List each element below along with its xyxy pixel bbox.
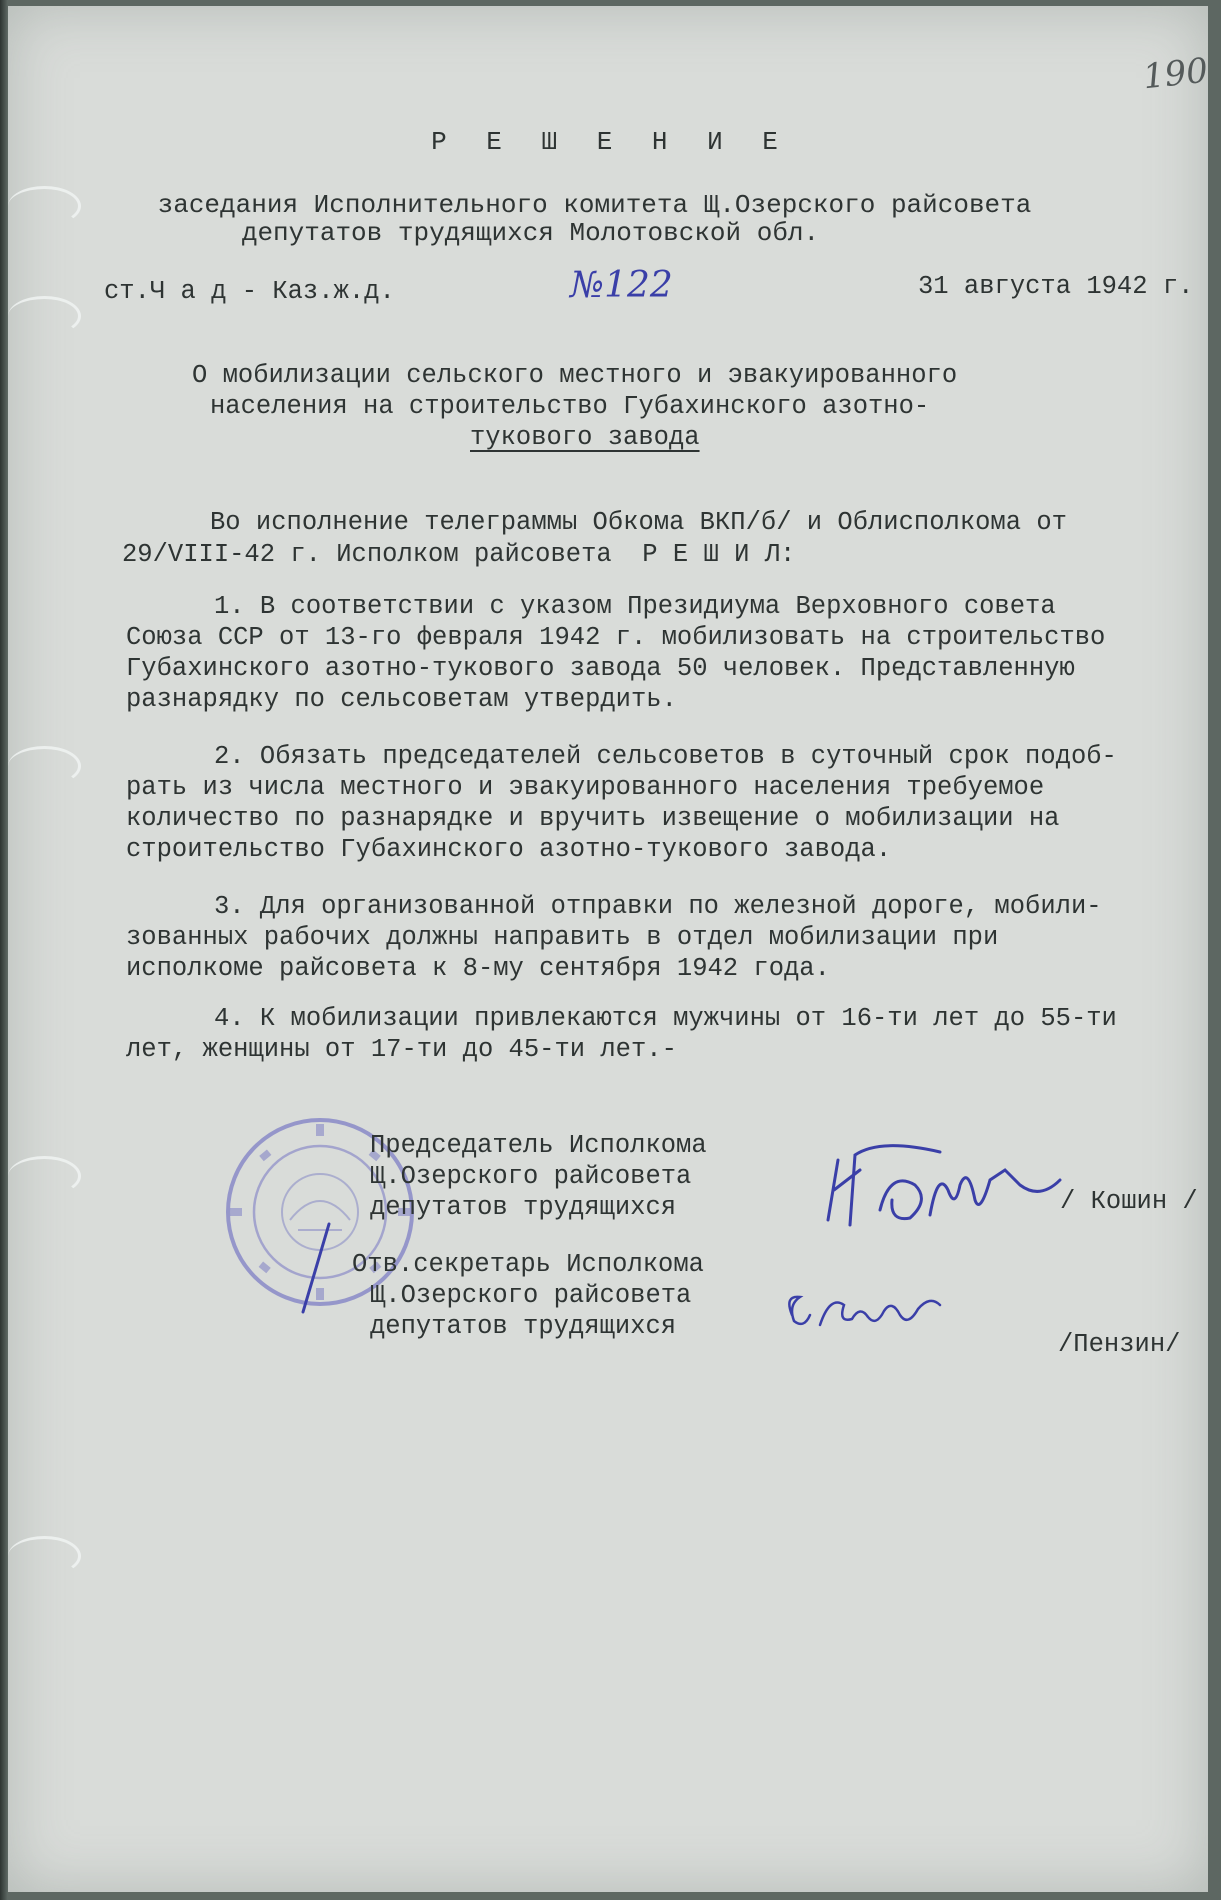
item-1-line-2: Союза ССР от 13-го февраля 1942 г. мобилизовать на строительство — [126, 623, 1106, 652]
subject-line-1: О мобилизации сельского местного и эвакуированного — [192, 361, 958, 390]
binding-thread — [8, 1536, 81, 1576]
decision-date: 31 августа 1942 г. — [918, 272, 1194, 301]
chair-title-line-1: Председатель Исполкома — [370, 1131, 707, 1160]
pen-stroke — [295, 1220, 335, 1325]
document-title: Р Е Ш Е Н И Е — [431, 127, 790, 157]
chair-name: / Кошин / — [1060, 1187, 1198, 1216]
chair-handwritten-signature — [820, 1130, 1080, 1245]
secretary-title-line-3: депутатов трудящихся — [370, 1312, 677, 1341]
header-line-2: депутатов трудящихся Молотовской обл. — [241, 218, 820, 248]
binding-thread — [8, 296, 81, 336]
binding-edge — [0, 0, 8, 1900]
decision-number: №122 — [570, 265, 673, 306]
binding-thread — [8, 746, 81, 786]
secretary-handwritten-signature — [780, 1275, 960, 1350]
item-2-line-1: 2. Обязать председателей сельсоветов в суточный срок подоб- — [214, 742, 1117, 771]
preamble-line-1: Во исполнение телеграммы Обкома ВКП/б/ и Облисполкома от — [210, 508, 1067, 537]
item-4-line-2: лет, женщины от 17-ти до 45-ти лет.- — [126, 1035, 677, 1064]
binding-thread — [8, 1156, 81, 1196]
secretary-title-line-2: Щ.Озерского райсовета — [370, 1281, 692, 1310]
item-2-line-4: строительство Губахинского азотно-тукового завода. — [126, 835, 892, 864]
chair-title-line-2: Щ.Озерского райсовета — [370, 1162, 692, 1191]
item-2-line-2: рать из числа местного и эвакуированного населения требуемое — [126, 773, 1045, 802]
secretary-name: /Пензин/ — [1058, 1330, 1181, 1359]
item-3-line-1: 3. Для организованной отправки по железной дороге, мобили- — [214, 892, 1102, 921]
item-2-line-3: количество по разнарядке и вручить извещение о мобилизации на — [126, 804, 1060, 833]
item-1-line-4: разнарядку по сельсоветам утвердить. — [126, 685, 677, 714]
archive-page-number: 190 — [1141, 50, 1210, 98]
item-1-line-1: 1. В соответствии с указом Президиума Верховного совета — [214, 592, 1056, 621]
item-3-line-3: исполкоме райсовета к 8-му сентября 1942 года. — [126, 954, 830, 983]
header-line-1: заседания Исполнительного комитета Щ.Озерского райсовета — [157, 190, 1032, 220]
place-line: ст.Ч а д - Каз.ж.д. — [104, 277, 395, 306]
subject-line-2: населения на строительство Губахинского азотно- — [210, 392, 930, 421]
item-3-line-2: зованных рабочих должны направить в отдел мобилизации при — [126, 923, 999, 952]
item-4-line-1: 4. К мобилизации привлекаются мужчины от 16-ти лет до 55-ти — [214, 1004, 1117, 1033]
secretary-title-line-1: Отв.секретарь Исполкома — [352, 1250, 704, 1279]
subject-line-3: тукового завода — [470, 423, 700, 452]
item-1-line-3: Губахинского азотно-тукового завода 50 человек. Представленную — [126, 654, 1075, 683]
chair-title-line-3: депутатов трудящихся — [370, 1193, 677, 1222]
preamble-line-2: 29/VIII-42 г. Исполком райсовета Р Е Ш И Л: — [122, 540, 796, 569]
